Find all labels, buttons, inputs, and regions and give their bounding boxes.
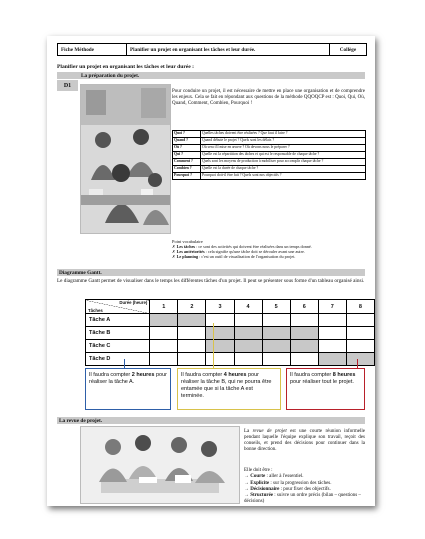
gantt-tasks-label: Tâches: [88, 308, 103, 313]
vocabulary-title: Point vocabulaire: [172, 239, 203, 244]
gantt-cell-empty: [318, 340, 346, 353]
gantt-cell-filled: [206, 327, 234, 340]
gantt-cell-filled: [318, 353, 346, 366]
gantt-cell-empty: [206, 314, 234, 327]
review-intro: La revue de projet est une courte réunion informelle pendant laquelle l'équipe explique son travail, reçoit des conseils, et prend des décisions pour continuer dans la bonne direction.: [244, 429, 365, 452]
gantt-table: [85, 299, 375, 366]
gantt-cell-empty: [234, 314, 262, 327]
gantt-note-task-b: [177, 368, 281, 410]
section-heading-review: La revue de projet.: [57, 417, 365, 424]
qqoqcp-answer: Quelle est la durée de chaque tâche ?: [201, 166, 366, 173]
page-title: Planifier un projet en organisant les tâches et leur durée :: [57, 64, 195, 70]
arrow-icon: →: [244, 480, 251, 486]
vocabulary-term: Les tâches: [176, 244, 196, 249]
arrow-icon: →: [244, 486, 251, 492]
review-criterion-definition: : suivre un ordre précis (bilan – questions – décisions): [244, 493, 361, 505]
gantt-task-label: Tâche D: [86, 353, 150, 366]
vocabulary-definition: : ce sont des activités qui doivent être réalisées dans un temps donné.: [195, 244, 312, 249]
qqoqcp-question: Quand ?: [173, 138, 201, 145]
qqoqcp-question: Comment ?: [173, 159, 201, 166]
worksheet-page: [47, 36, 375, 506]
vocabulary-definition: : c'est un outil de visualisation de l'organisation du projet.: [198, 254, 296, 259]
qqoqcp-question: Qui ?: [173, 152, 201, 159]
gantt-duration-label: Durée (heure): [119, 300, 148, 305]
gantt-cell-filled: [150, 314, 178, 327]
preparation-intro: Pour conduire un projet, il est nécessaire de mettre en place une organisation et de comprendre les enjeux. Cela se fait en répondant aux questions de la méthode QQOQCP est : Quoi, Qui, Où, Quand, Comment, Combien, Pourquoi !: [172, 89, 365, 106]
vocabulary-list: [172, 244, 312, 259]
qqoqcp-row: [173, 159, 366, 166]
project-review-illustration: [80, 426, 240, 504]
gantt-cell-empty: [290, 353, 318, 366]
arrow-icon: →: [244, 493, 251, 499]
gantt-hour-header: 1: [150, 300, 178, 314]
gantt-cell-empty: [290, 314, 318, 327]
gantt-note-total: [286, 368, 365, 410]
qqoqcp-answer: Quand débute le projet ? Quels sont les délais ?: [201, 138, 366, 145]
gantt-cell-empty: [234, 353, 262, 366]
qqoqcp-answer: Quels sont les moyens de production à mobiliser pour accomplir chaque tâche ?: [201, 159, 366, 166]
gantt-cell-filled: [206, 340, 234, 353]
gantt-header-row: [86, 300, 375, 314]
note-duration: 4 heures: [223, 372, 247, 378]
gantt-task-label: Tâche B: [86, 327, 150, 340]
review-criteria: [244, 468, 375, 506]
vocabulary-definition: : cela signifie qu'une tâche doit se dérouler avant une autre.: [204, 249, 305, 254]
section-heading-preparation: La préparation du projet.: [57, 72, 365, 79]
check-icon: ✗: [172, 244, 177, 249]
gantt-cell-empty: [178, 340, 206, 353]
review-term: revue de projet: [252, 429, 287, 434]
note-duration: 2 heures: [131, 372, 155, 378]
review-criterion-definition: : pour fixer des objectifs.: [279, 486, 331, 492]
gantt-cell-empty: [318, 314, 346, 327]
section-heading-gantt: Diagramme Gantt.: [57, 269, 365, 276]
gantt-row: [86, 327, 375, 340]
note-text: Il faudra compter: [89, 372, 132, 378]
gantt-row: [86, 314, 375, 327]
qqoqcp-row: [173, 138, 366, 145]
vocabulary-term: Les antériorités: [176, 249, 205, 254]
gantt-hour-header: 4: [234, 300, 262, 314]
arrow-icon: →: [244, 474, 251, 480]
gantt-cell-empty: [178, 327, 206, 340]
vocabulary-item: [172, 254, 312, 259]
gantt-cell-filled: [290, 327, 318, 340]
gantt-row: [86, 340, 375, 353]
header-type: Fiche Méthode: [58, 44, 127, 55]
gantt-cell-empty: [346, 314, 374, 327]
gantt-hour-header: 7: [318, 300, 346, 314]
qqoqcp-table: [172, 130, 366, 180]
review-list-title: Elle doit être :: [244, 468, 273, 473]
gantt-cell-empty: [262, 353, 290, 366]
qqoqcp-question: Où ?: [173, 145, 201, 152]
gantt-task-label: Tâche A: [86, 314, 150, 327]
gantt-hour-header: 6: [290, 300, 318, 314]
gantt-cell-filled: [178, 314, 206, 327]
review-criterion-term: Explicite: [250, 480, 270, 486]
gantt-cell-empty: [150, 340, 178, 353]
check-icon: ✗: [172, 254, 177, 259]
gantt-hour-header: 2: [178, 300, 206, 314]
gantt-task-label: Tâche C: [86, 340, 150, 353]
header-level: Collège: [339, 46, 357, 53]
qqoqcp-answer: Où sera t'il mise en œuvre ? Où devons nous le préparer ?: [201, 145, 366, 152]
review-criterion-definition: : sur la progression des tâches.: [269, 480, 332, 486]
note-text: Il faudra compter: [181, 372, 224, 378]
note-text: pour réaliser la tâche A.: [89, 372, 167, 385]
gantt-cell-filled: [234, 340, 262, 353]
qqoqcp-answer: Quelle est la répartition des tâches et qui est le responsable de chaque tâche ?: [201, 152, 366, 159]
gantt-hour-header: 5: [262, 300, 290, 314]
note-connector-2: [213, 323, 214, 368]
gantt-cell-filled: [290, 340, 318, 353]
section-label-d1: D1: [57, 80, 78, 91]
qqoqcp-row: [173, 131, 366, 138]
note-text: pour réaliser la tâche B, qui ne pourra être entamée que si la tâche A est terminée.: [181, 372, 272, 399]
review-criteria-list: [244, 474, 375, 505]
gantt-cell-empty: [262, 314, 290, 327]
gantt-intro: Le diagramme Gantt permet de visualiser dans le temps les différentes tâches d'un projet. Il peut se présenter sous forme d'un tableau organisé ainsi.: [57, 278, 365, 284]
note-text: pour réaliser tout le projet.: [290, 379, 354, 385]
gantt-hour-header: 8: [346, 300, 374, 314]
qqoqcp-answer: Pourquoi doit-il être fait ? Quels sont nos objectifs ?: [201, 173, 366, 180]
qqoqcp-row: [173, 166, 366, 173]
gantt-cell-empty: [206, 353, 234, 366]
qqoqcp-row: [173, 152, 366, 159]
vocabulary-block: [172, 239, 312, 259]
gantt-cell-filled: [346, 353, 374, 366]
qqoqcp-row: [173, 173, 366, 180]
gantt-cell-empty: [178, 353, 206, 366]
qqoqcp-row: [173, 145, 366, 152]
gantt-cell-filled: [262, 327, 290, 340]
gantt-cell-empty: [150, 327, 178, 340]
gantt-note-task-a: [85, 368, 171, 410]
qqoqcp-answer: Quelles tâches doivent être réalisées ? Que faut il faire ?: [201, 131, 366, 138]
header-bar: [57, 43, 367, 56]
gantt-corner-cell: [86, 300, 150, 314]
review-criterion-term: Décisionnaire: [250, 486, 280, 492]
note-connector-1: [124, 359, 125, 368]
gantt-cell-filled: [262, 340, 290, 353]
header-subject: Planifier un projet en organisant les tâches et leur durée.: [127, 44, 330, 55]
review-criterion-term: Courte: [250, 474, 266, 480]
gantt-cell-empty: [150, 353, 178, 366]
note-text: Il faudra compter: [290, 372, 333, 378]
review-criterion-term: Structurée: [250, 493, 274, 499]
gantt-hour-header: 3: [206, 300, 234, 314]
students-workshop-illustration: [80, 84, 171, 234]
gantt-cell-empty: [346, 327, 374, 340]
gantt-cell-empty: [346, 340, 374, 353]
gantt-cell-empty: [318, 327, 346, 340]
qqoqcp-question: Pourquoi ?: [173, 173, 201, 180]
review-criterion-definition: : aller à l'essentiel.: [265, 474, 304, 480]
qqoqcp-question: Quoi ?: [173, 131, 201, 138]
gantt-cell-filled: [234, 327, 262, 340]
review-criterion: [244, 493, 375, 506]
note-duration: 8 heures: [332, 372, 356, 378]
check-icon: ✗: [172, 249, 177, 254]
qqoqcp-question: Combien ?: [173, 166, 201, 173]
gantt-row: [86, 353, 375, 366]
vocabulary-term: Le planning: [176, 254, 199, 259]
